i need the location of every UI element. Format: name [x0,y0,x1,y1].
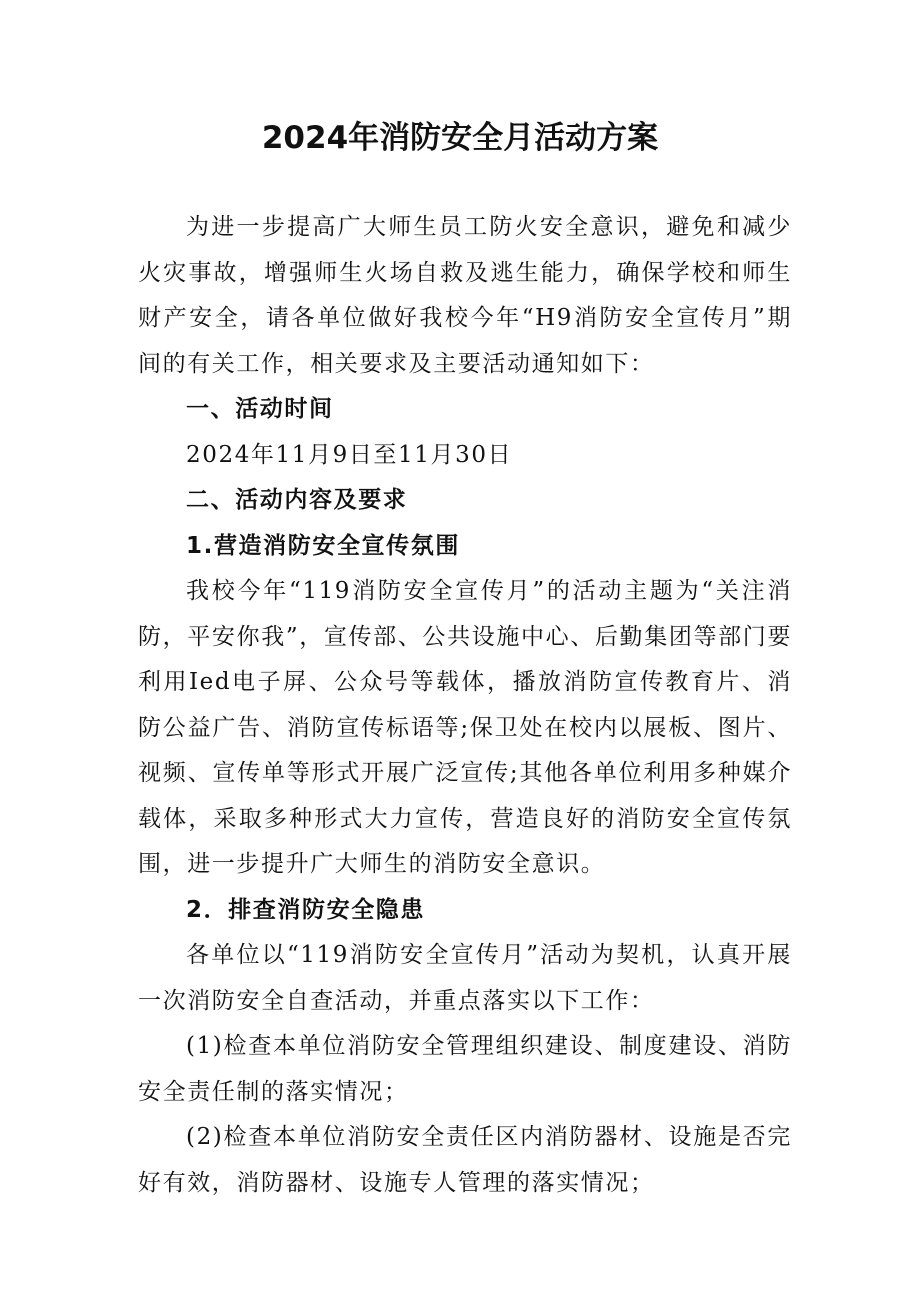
section-heading-activity-time: 一、活动时间 [186,396,334,422]
section-heading-activity-content: 二、活动内容及要求 [186,487,408,513]
check-item: (2)检查本单位消防安全责任区内消防器材、设施是否完好有效，消防器材、设施专人管理的落实情况； [138,1124,792,1196]
subheading-publicity: 1.营造消防安全宣传氛围 [186,532,460,559]
activity-time-text: 2024年11月9日至11月30日 [186,441,513,468]
hazard-check-paragraph: 各单位以“119消防安全宣传月”活动为契机，认真开展一次消防安全自查活动，并重点落实以下工作： [138,942,792,1014]
document-body [138,205,792,1206]
publicity-paragraph: 我校今年“119消防安全宣传月”的活动主题为“关注消防，平安你我”，宣传部、公共设施中心、后勤集团等部门要利用Ied电子屏、公众号等载体，播放消防宣传教育片、消防公益广告、消防宣传标语等;保卫处在校内以展板、图片、视频、宣传单等形式开展广泛宣传;其他各单位利用多种媒介载体，采取多种形式大力宣传，营造良好的消防安全宣传氛围，进一步提升广大师生的消防安全意识。 [138,578,792,877]
subheading-hazard-check: 2．排查消防安全隐患 [186,896,426,923]
check-item: (1)检查本单位消防安全管理组织建设、制度建设、消防安全责任制的落实情况； [138,1033,792,1105]
intro-paragraph: 为进一步提高广大师生员工防火安全意识，避免和减少火灾事故，增强师生火场自救及逃生能力，确保学校和师生财产安全，请各单位做好我校今年“H9消防安全宣传月”期间的有关工作，相关要求及主要活动通知如下： [138,214,792,377]
document-title: 2024年消防安全月活动方案 [261,120,659,156]
